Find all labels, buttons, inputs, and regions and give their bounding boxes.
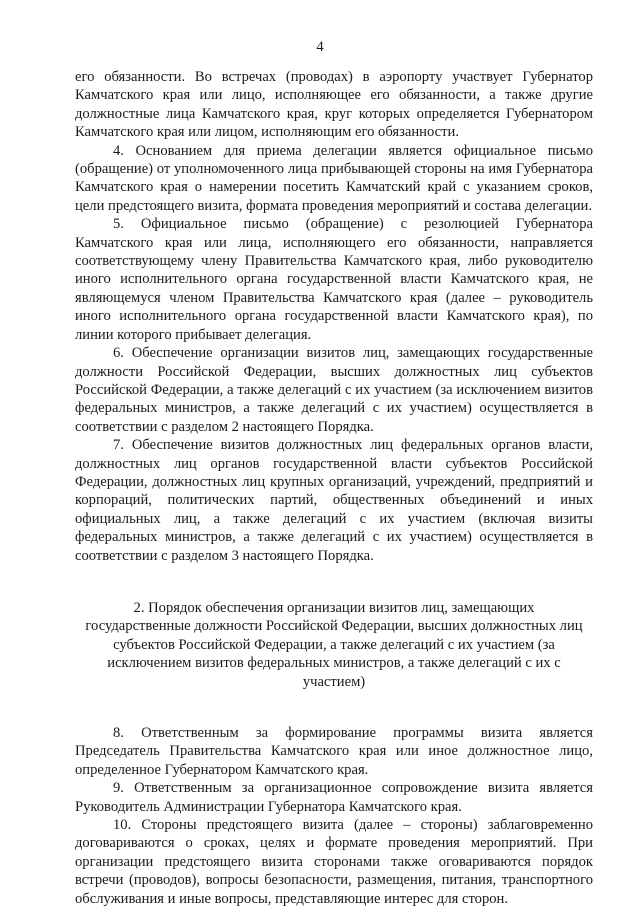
paragraph-4: 4. Основанием для приема делегации является официальное письмо (обращение) от уполномоченного лица прибывающей стороны на имя Губернатора Камчатского края о намерении посетить Камчатский край с указанием сроков, цели предстоящего визита, формата проведения мероприятий и состава делегации. bbox=[75, 142, 593, 214]
paragraph-6: 6. Обеспечение организации визитов лиц, замещающих государственные должности Российской Федерации, высших должностных лиц субъектов Российской Федерации, а также делегаций с их участием (за исключением визитов федеральных министров, а также делегаций с их участием) осуществляется в соответствии с разделом 2 настоящего Порядка. bbox=[75, 345, 593, 435]
paragraph-8: 8. Ответственным за формирование программы визита является Председатель Правительства Камчатского края или иное должностное лицо, определенное Губернатором Камчатского края. bbox=[75, 725, 593, 778]
paragraph-continuation: его обязанности. Во встречах (проводах) в аэропорту участвует Губернатор Камчатского края или лицо, исполняющее его обязанности, а также другие должностные лица Камчатского края, круг которых определяется Губернатором Камчатского края или лицом, исполняющим его обязанности. bbox=[75, 69, 593, 141]
paragraph-5: 5. Официальное письмо (обращение) с резолюцией Губернатора Камчатского края или лица, исполняющего его обязанности, направляется соответствующему члену Правительства Камчатского края, либо руководителю иного исполнительного органа государственной власти Камчатского края, не являющемуся членом Правительства Камчатского края (далее – руководитель иного исполнительного органа государственной власти Камчатского края), по линии которого прибывает делегация. bbox=[75, 216, 593, 343]
document-body bbox=[75, 68, 593, 908]
paragraph-9: 9. Ответственным за организационное сопровождение визита является Руководитель Администрации Губернатора Камчатского края. bbox=[75, 780, 593, 815]
paragraph-7: 7. Обеспечение визитов должностных лиц федеральных органов власти, должностных лиц органов государственной власти субъектов Российской Федерации, должностных лиц крупных организаций, учреждений, предприятий и корпораций, политических партий, общественных объединений и иных официальных лиц, а также делегаций с их участием (включая визиты федеральных министров, а также делегаций с их участием) осуществляется в соответствии с разделом 3 настоящего Порядка. bbox=[75, 437, 593, 564]
section-heading: 2. Порядок обеспечения организации визитов лиц, замещающих государственные должности Российской Федерации, высших должностных лиц субъектов Российской Федерации, а также делегаций с их участием (за исключением визитов федеральных министров, а также делегаций с их с участием) bbox=[85, 599, 583, 690]
paragraph-10: 10. Стороны предстоящего визита (далее – стороны) заблаговременно договариваются о сроках, целях и формате проведения мероприятий. При организации предстоящего визита сторонами также оговариваются порядок встречи (проводов), вопросы безопасности, размещения, питания, транспортного обслуживания и иные вопросы, представляющие интерес для сторон. bbox=[75, 817, 593, 907]
page-number: 4 bbox=[316, 39, 324, 55]
